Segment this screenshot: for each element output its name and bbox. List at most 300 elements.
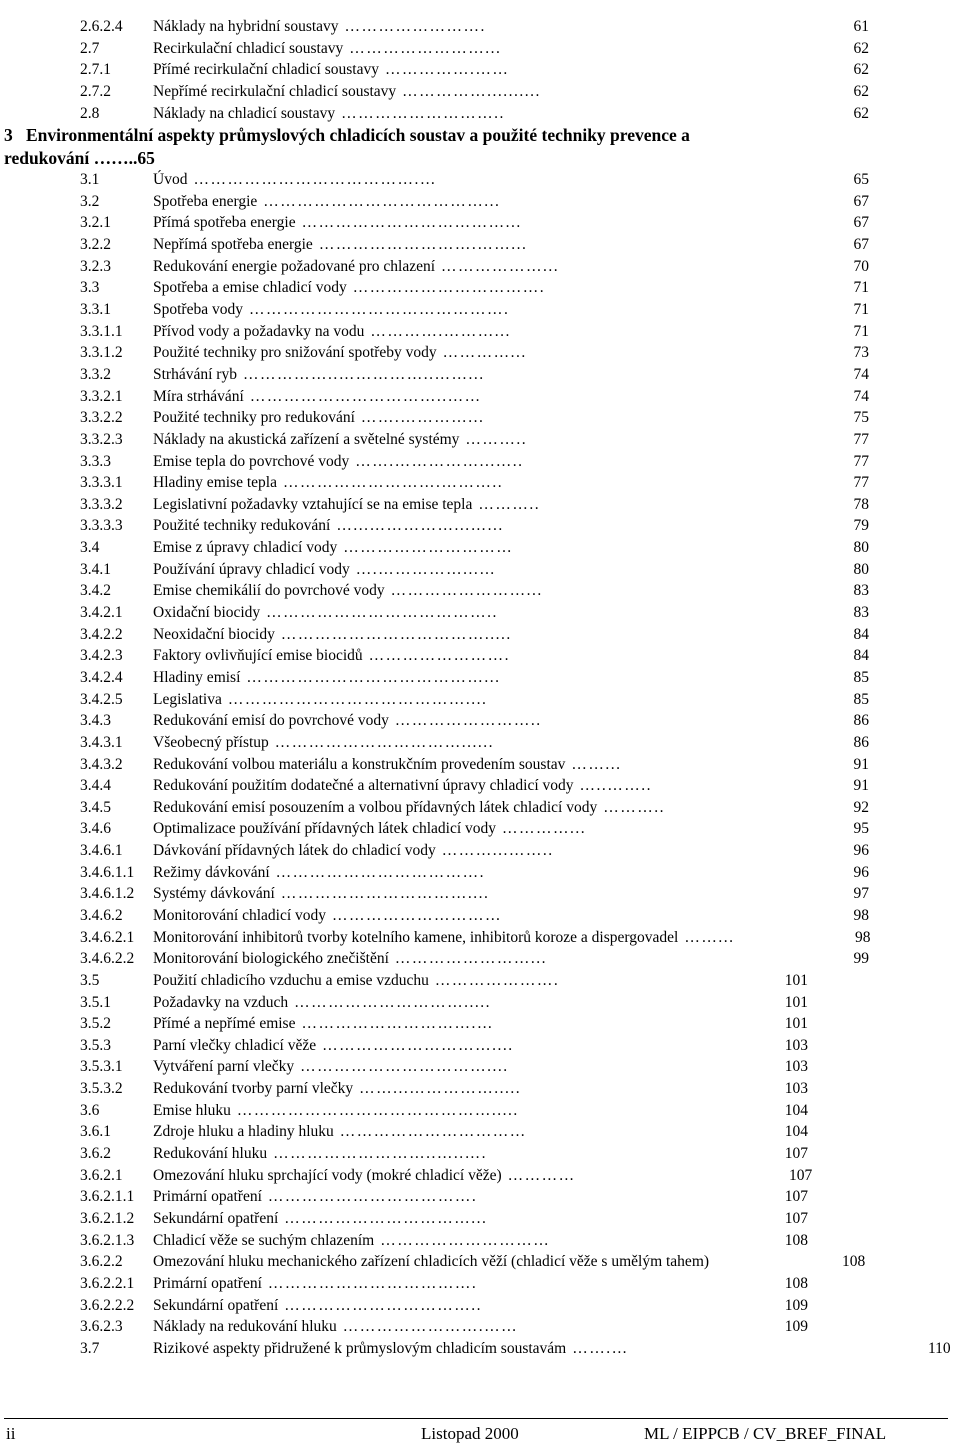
- toc-entry-leader: …………………………: [380, 1231, 551, 1249]
- footer-date: Listopad 2000: [421, 1424, 519, 1443]
- toc-entry-number: 3: [4, 125, 13, 146]
- toc-entry-page: 107: [784, 1209, 808, 1227]
- toc-entry-number: 3.4.6.1: [80, 842, 123, 860]
- toc-entry[interactable]: [0, 321, 960, 343]
- toc-entry-page: 101: [784, 993, 808, 1011]
- toc-entry-title: Chladicí věže se suchým chlazením: [153, 1231, 375, 1249]
- toc-entry[interactable]: [0, 515, 960, 537]
- toc-entry-title: Režimy dávkování: [153, 863, 270, 881]
- toc-entry-number: 3.6: [80, 1101, 100, 1119]
- toc-entry[interactable]: [0, 103, 960, 125]
- toc-entry-number: 3.4.2.2: [80, 625, 123, 643]
- toc-entry-page: 103: [784, 1058, 808, 1076]
- toc-entry[interactable]: [0, 667, 960, 689]
- toc-entry[interactable]: [0, 1100, 960, 1122]
- toc-entry-number: 2.7.2: [80, 82, 111, 100]
- toc-entry-number: 3.4.2.5: [80, 690, 123, 708]
- toc-entry[interactable]: [0, 451, 960, 473]
- toc-entry-number: 3.2: [80, 192, 100, 210]
- toc-entry-number: 3.4.6.1.2: [80, 885, 135, 903]
- toc-entry[interactable]: [0, 299, 960, 321]
- toc-entry-leader: ……………………………….: [275, 863, 486, 881]
- toc-entry-number: 3.3: [80, 279, 100, 297]
- toc-entry-title: Redukování použitím dodatečné a alternativní úpravy chladicí vody: [153, 777, 574, 795]
- toc-entry-page: 80: [853, 560, 869, 578]
- toc-entry-title: Hladiny emise tepla: [153, 474, 277, 492]
- toc-entry-title: Monitorování biologického znečištění: [153, 950, 389, 968]
- toc-entry-leader: …...……………...…...: [336, 517, 504, 535]
- toc-entry-title: Parní vlečky chladicí věže: [153, 1036, 317, 1054]
- toc-entry-number: 3.4.5: [80, 798, 111, 816]
- toc-entry-number: 3.1: [80, 171, 100, 189]
- toc-entry-page: 65: [137, 148, 155, 169]
- toc-entry-leader: ………………………..: [341, 104, 505, 122]
- toc-entry-page: 109: [784, 1318, 808, 1336]
- toc-entry[interactable]: [0, 559, 960, 581]
- toc-entry-number: 3.4.1: [80, 560, 111, 578]
- toc-entry[interactable]: [0, 818, 960, 840]
- toc-entry-page: 96: [853, 863, 869, 881]
- toc-entry-number: 3.3.1.1: [80, 322, 123, 340]
- toc-entry-title: Environmentální aspekty průmyslových chladicích soustav a použité techniky prevence a: [26, 125, 690, 146]
- toc-entry-title: Přímá spotřeba energie: [153, 214, 296, 232]
- toc-entry-title: Redukování tvorby parní vlečky: [153, 1080, 354, 1098]
- toc-entry-number: 3.6.2.1.1: [80, 1188, 135, 1206]
- toc-entry-number: 3.3.3.2: [80, 495, 123, 513]
- toc-entry-title: Legislativa: [153, 690, 222, 708]
- toc-entry-leader: ……………………………………….....: [236, 1101, 519, 1119]
- toc-entry-page: 92: [853, 798, 869, 816]
- toc-entry[interactable]: [0, 689, 960, 711]
- toc-entry-number: 3.5: [80, 971, 100, 989]
- toc-entry[interactable]: [0, 948, 960, 970]
- toc-entry-leader: ……………………………...: [284, 1209, 488, 1227]
- toc-entry[interactable]: [0, 407, 960, 429]
- toc-entry-page: 85: [853, 690, 869, 708]
- toc-entry-leader: ……………………………………....: [227, 690, 488, 708]
- toc-entry-title-continuation: [4, 147, 155, 169]
- toc-entry-number: 3.4.6: [80, 820, 111, 838]
- toc-entry-page: 77: [853, 430, 869, 448]
- toc-entry-page: 98: [853, 906, 869, 924]
- toc-entry-title: Redukování emisí posouzením a volbou přídavných látek chladicí vody: [153, 798, 598, 816]
- toc-entry-number: 3.3.1: [80, 301, 111, 319]
- toc-entry-page: 83: [853, 604, 869, 622]
- toc-entry-number: 3.4.2.1: [80, 604, 123, 622]
- toc-entry[interactable]: [0, 277, 960, 299]
- toc-entry-leader: …………………………………...: [263, 192, 501, 210]
- toc-entry-page: 62: [853, 61, 869, 79]
- toc-entry-title: Spotřeba a emise chladicí vody: [153, 279, 347, 297]
- toc-entry-title: Faktory ovlivňující emise biocidů: [153, 647, 363, 665]
- toc-entry-leader: ….……………...…: [355, 560, 497, 578]
- toc-entry-title: Použití chladicího vzduchu a emise vzduchu: [153, 971, 429, 989]
- toc-entry-page: 78: [853, 495, 869, 513]
- toc-entry-title: Neoxidační biocidy: [153, 625, 275, 643]
- toc-entry-title: Zdroje hluku a hladiny hluku: [153, 1123, 334, 1141]
- toc-entry-leader: ……………………….………..: [282, 474, 504, 492]
- toc-entry-page: 95: [853, 820, 869, 838]
- toc-entry[interactable]: [0, 191, 960, 213]
- toc-entry-title: Úvod: [153, 171, 188, 189]
- toc-entry-leader: …………………………....: [322, 1036, 514, 1054]
- toc-entry-number: 3.2.1: [80, 214, 111, 232]
- toc-entry[interactable]: [0, 1251, 960, 1273]
- toc-entry-title: Emise tepla do povrchové vody: [153, 452, 350, 470]
- toc-entry-title: Sekundární opatření: [153, 1296, 279, 1314]
- toc-entry-number: 3.6.2.2.1: [80, 1274, 135, 1292]
- toc-entry-number: 3.3.3.3: [80, 517, 123, 535]
- toc-entry-title: Emise chemikálií do povrchové vody: [153, 582, 385, 600]
- toc-entry-title: Spotřeba vody: [153, 301, 243, 319]
- page-number-roman: ii: [6, 1424, 16, 1443]
- toc-entry[interactable]: [0, 797, 960, 819]
- toc-entry-page: 67: [853, 236, 869, 254]
- toc-entry-title-continuation-text: redukování: [4, 148, 90, 169]
- footer-document-id: ML / EIPPCB / CV_BREF_FINAL: [644, 1424, 887, 1443]
- toc-entry[interactable]: [0, 1056, 960, 1078]
- toc-entry[interactable]: [0, 472, 960, 494]
- toc-entry-number: 3.6.2.2.2: [80, 1296, 135, 1314]
- toc-entry-page: 65: [853, 171, 869, 189]
- toc-entry[interactable]: [0, 970, 960, 992]
- toc-entry-title: Monitorování inhibitorů tvorby kotelního kamene, inhibitorů koroze a dispergovadel: [153, 928, 679, 946]
- toc-entry[interactable]: [0, 494, 960, 516]
- toc-entry-title: Přímé a nepřímé emise: [153, 1015, 296, 1033]
- toc-entry-leader: ………..: [465, 430, 528, 448]
- toc-entry-leader: ………………………..…..….: [273, 1145, 487, 1163]
- toc-entry[interactable]: [0, 710, 960, 732]
- footer-rule: [4, 1418, 948, 1419]
- toc-entry-page: 107: [784, 1145, 808, 1163]
- toc-entry[interactable]: [0, 234, 960, 256]
- toc-entry-page: 103: [784, 1036, 808, 1054]
- toc-entry-number: 3.4.6.2.2: [80, 950, 135, 968]
- toc-entry-page: 104: [784, 1101, 808, 1119]
- toc-entry-leader: ………………….: [434, 971, 560, 989]
- toc-entry-leader: ………………………….…: [301, 1015, 494, 1033]
- toc-entry-page: 67: [853, 192, 869, 210]
- toc-entry-number: 3.6.2.1.2: [80, 1209, 135, 1227]
- toc-entry[interactable]: [0, 905, 960, 927]
- toc-entry-page: 77: [853, 452, 869, 470]
- toc-entry-page: 107: [789, 1166, 813, 1184]
- toc-entry-number: 3.3.2.2: [80, 409, 123, 427]
- toc-entry-title: Hladiny emisí: [153, 668, 241, 686]
- toc-entry-page: 83: [853, 582, 869, 600]
- toc-entry[interactable]: [0, 81, 960, 103]
- toc-entry-number: 3.4.2.3: [80, 647, 123, 665]
- toc-entry-number: 3.4.6.2: [80, 906, 123, 924]
- toc-entry-page: 96: [853, 842, 869, 860]
- toc-entry[interactable]: [0, 927, 960, 949]
- toc-entry-page: 101: [784, 971, 808, 989]
- toc-entry-page: 77: [853, 474, 869, 492]
- toc-entry-number: 3.3.2.1: [80, 387, 123, 405]
- toc-entry-title: Redukování hluku: [153, 1145, 268, 1163]
- toc-entry-number: 3.4.2.4: [80, 668, 123, 686]
- toc-entry-page: 62: [853, 39, 869, 57]
- toc-entry-leader: ……………………………: [339, 1123, 527, 1141]
- toc-entry-page: 98: [855, 928, 871, 946]
- toc-entry-leader: ………….………...: [370, 322, 511, 340]
- toc-entry[interactable]: [0, 1338, 960, 1360]
- toc-entry-title: Emise hluku: [153, 1101, 231, 1119]
- toc-entry-number: 3.4.3: [80, 712, 111, 730]
- toc-entry-page: 70: [853, 257, 869, 275]
- toc-entry-title: Redukování energie požadované pro chlazení: [153, 257, 436, 275]
- toc-entry[interactable]: [0, 883, 960, 905]
- toc-entry[interactable]: [0, 342, 960, 364]
- toc-entry-number: 3.3.2: [80, 365, 111, 383]
- toc-entry[interactable]: [0, 256, 960, 278]
- toc-entry[interactable]: [0, 16, 960, 38]
- toc-entry-leader: ………..: [478, 495, 541, 513]
- toc-entry-number: 3.5.2: [80, 1015, 111, 1033]
- toc-entry-page: 80: [853, 539, 869, 557]
- toc-entry[interactable]: [0, 364, 960, 386]
- toc-entry-leader: …………………….: [368, 647, 511, 665]
- toc-entry-leader: ……………………...: [394, 950, 548, 968]
- toc-entry-leader: ……………………………….: [267, 1188, 478, 1206]
- toc-entry-title: Vytváření parní vlečky: [153, 1058, 295, 1076]
- toc-entry-page: 108: [784, 1231, 808, 1249]
- toc-entry-number: 3.4: [80, 539, 100, 557]
- toc-entry[interactable]: [0, 992, 960, 1014]
- toc-entry[interactable]: [0, 775, 960, 797]
- toc-entry-leader: …………………………: [332, 906, 503, 924]
- toc-entry-title: Strhávání ryb: [153, 365, 237, 383]
- toc-entry-leader: …………….……: [384, 61, 510, 79]
- toc-entry-leader: ……...…………….....: [359, 1080, 522, 1098]
- toc-entry-title: Přímé recirkulační chladicí soustavy: [153, 61, 379, 79]
- toc-entry-title: Recirkulační chladicí soustavy: [153, 39, 344, 57]
- toc-entry[interactable]: [0, 1208, 960, 1230]
- toc-entry-title: Omezování hluku mechanického zařízení chladicích věží (chladicí věže s umělým tahem): [153, 1253, 710, 1271]
- toc-entry-number: 2.6.2.4: [80, 18, 123, 35]
- toc-entry-number: 3.4.3.2: [80, 755, 123, 773]
- toc-entry-title: Použité techniky pro snižování spotřeby vody: [153, 344, 437, 362]
- toc-entry-leader: ……………………………….....: [280, 625, 512, 643]
- toc-entry-leader: ……………………………..: [284, 1296, 482, 1314]
- toc-entry-leader: …………...: [442, 344, 527, 362]
- toc-entry[interactable]: [0, 645, 960, 667]
- toc-entry-leader: ………………………………...: [301, 214, 522, 232]
- toc-entry-page: 75: [853, 409, 869, 427]
- toc-entry-title: Redukování volbou materiálu a konstrukčním provedením soustav: [153, 755, 566, 773]
- toc-entry-leader: …………………………: [343, 539, 514, 557]
- toc-entry-leader: ……………………………..……: [249, 387, 482, 405]
- toc-entry-leader: ……...: [684, 928, 735, 946]
- toc-entry-page: 109: [784, 1296, 808, 1314]
- toc-entry-leader: …..……..: [579, 777, 653, 795]
- toc-entry-page: 71: [853, 322, 869, 340]
- toc-entry-leader: ………..: [603, 798, 665, 816]
- toc-entry-leader: ……………………….……...: [318, 236, 528, 254]
- toc-entry-leader: …………………………….: [352, 279, 546, 297]
- toc-entry-number: 3.6.2.3: [80, 1318, 123, 1336]
- toc-entry-number: 2.8: [80, 104, 100, 122]
- toc-entry-page: 108: [842, 1253, 866, 1271]
- toc-entry-leader: …….…………...: [360, 409, 485, 427]
- toc-entry-page: 99: [853, 950, 869, 968]
- toc-entry[interactable]: [0, 537, 960, 559]
- toc-chapter-entry[interactable]: [0, 124, 960, 169]
- toc-entry-page: 74: [853, 365, 869, 383]
- toc-entry-title: Oxidační biocidy: [153, 604, 261, 622]
- toc-entry-number: 3.3.3: [80, 452, 111, 470]
- toc-entry-page: 86: [853, 733, 869, 751]
- toc-entry[interactable]: [0, 1230, 960, 1252]
- toc-entry-leader: ……………………………......: [274, 733, 495, 751]
- toc-entry-page: 84: [853, 625, 869, 643]
- toc-entry-leader: …………………………………..: [266, 604, 498, 622]
- toc-entry-leader: …….…: [572, 1339, 629, 1357]
- toc-entry-number: 3.5.3: [80, 1036, 111, 1054]
- toc-entry-page: 67: [853, 214, 869, 232]
- toc-entry-number: 3.3.2.3: [80, 430, 123, 448]
- toc-entry-title: Použité techniky pro redukování: [153, 409, 355, 427]
- toc-entry-title: Optimalizace používání přídavných látek chladicí vody: [153, 820, 497, 838]
- toc-entry[interactable]: [0, 754, 960, 776]
- toc-entry-leader: ………………...: [441, 257, 560, 275]
- toc-entry-title: Emise z úpravy chladicí vody: [153, 539, 338, 557]
- toc-entry-page: 108: [784, 1274, 808, 1292]
- toc-entry[interactable]: [0, 1273, 960, 1295]
- toc-entry-title: Míra strhávání: [153, 387, 244, 405]
- toc-entry-leader: ………………………….....: [294, 993, 492, 1011]
- toc-entry[interactable]: [0, 1165, 960, 1187]
- toc-entry-page: 110: [928, 1339, 951, 1357]
- toc-entry-title: Primární opatření: [153, 1188, 262, 1206]
- toc-entry-leader: ……………..……………..……...: [242, 365, 485, 383]
- toc-entry-leader: ……………………………………...: [246, 668, 501, 686]
- table-of-contents: [0, 16, 960, 1359]
- toc-entry-leader: ……………………………....: [280, 885, 490, 903]
- toc-entry-page: 62: [853, 104, 869, 122]
- toc-entry[interactable]: [0, 1186, 960, 1208]
- toc-entry[interactable]: [0, 1013, 960, 1035]
- toc-entry-leader: ……………..........: [402, 82, 541, 100]
- toc-entry-page: 74: [853, 387, 869, 405]
- toc-entry-number: 3.5.3.1: [80, 1058, 123, 1076]
- toc-entry-title: Omezování hluku sprchající vody (mokré chladicí věže): [153, 1166, 502, 1184]
- toc-entry-title: Použité techniky redukování: [153, 517, 331, 535]
- toc-entry-leader: ……………………………....: [300, 1058, 509, 1076]
- toc-entry[interactable]: [0, 1143, 960, 1165]
- toc-entry[interactable]: [0, 1035, 960, 1057]
- toc-entry-title: Používání úpravy chladicí vody: [153, 560, 350, 578]
- toc-entry-number: 3.7: [80, 1339, 100, 1357]
- toc-entry-title: Dávkování přídavných látek do chladicí vody: [153, 842, 436, 860]
- toc-entry[interactable]: [0, 732, 960, 754]
- toc-entry-leader: ……………………………………….: [248, 301, 510, 319]
- toc-entry-leader: ………...……..: [441, 842, 554, 860]
- toc-entry-title: Monitorování chladicí vody: [153, 906, 327, 924]
- toc-entry-title: Primární opatření: [153, 1274, 262, 1292]
- toc-entry-number: 3.2.2: [80, 236, 111, 254]
- toc-entry-title: Přívod vody a požadavky na vodu: [153, 322, 365, 340]
- toc-entry-number: 3.6.2.1.3: [80, 1231, 135, 1249]
- toc-entry-page: 71: [853, 279, 869, 297]
- toc-entry-page: 61: [853, 18, 869, 35]
- toc-entry-page: 84: [853, 647, 869, 665]
- toc-entry-leader: …………: [507, 1166, 576, 1184]
- toc-entry-page: 103: [784, 1080, 808, 1098]
- toc-entry-page: 104: [784, 1123, 808, 1141]
- toc-entry[interactable]: [0, 1295, 960, 1317]
- toc-entry[interactable]: [0, 1316, 960, 1338]
- toc-entry-number: 3.4.3.1: [80, 733, 123, 751]
- toc-entry-leader: …….……………...…..: [355, 452, 524, 470]
- toc-entry-number: 3.4.6.2.1: [80, 928, 135, 946]
- toc-entry[interactable]: [0, 602, 960, 624]
- toc-entry[interactable]: [0, 624, 960, 646]
- toc-entry[interactable]: [0, 862, 960, 884]
- toc-entry-number: 3.3.1.2: [80, 344, 123, 362]
- toc-entry[interactable]: [0, 1121, 960, 1143]
- toc-entry-number: 3.5.3.2: [80, 1080, 123, 1098]
- toc-entry-page: 62: [853, 82, 869, 100]
- toc-entry-leader: ……………………...: [349, 39, 502, 57]
- toc-entry[interactable]: [0, 429, 960, 451]
- toc-entry-leader: …………...: [502, 820, 587, 838]
- toc-entry[interactable]: [0, 580, 960, 602]
- toc-entry-title: Redukování emisí do povrchové vody: [153, 712, 389, 730]
- toc-entry-title: Náklady na hybridní soustavy: [153, 18, 339, 35]
- toc-entry-number: 3.6.2.1: [80, 1166, 123, 1184]
- toc-entry-number: 3.4.4: [80, 777, 111, 795]
- toc-entry-page: 86: [853, 712, 869, 730]
- toc-entry-title: Legislativní požadavky vztahující se na emise tepla: [153, 495, 473, 513]
- toc-entry-page: 91: [853, 755, 869, 773]
- toc-entry-title: Sekundární opatření: [153, 1209, 279, 1227]
- toc-entry[interactable]: [0, 169, 960, 191]
- toc-entry-page: 79: [853, 517, 869, 535]
- toc-entry-title: Všeobecný přístup: [153, 733, 269, 751]
- toc-entry-number: 3.3.3.1: [80, 474, 123, 492]
- toc-entry-leader: ……...: [571, 755, 622, 773]
- toc-entry-page: 71: [853, 301, 869, 319]
- toc-entry-number: 3.6.1: [80, 1123, 111, 1141]
- toc-entry-title: Nepřímá spotřeba energie: [153, 236, 313, 254]
- toc-entry-title: Rizikové aspekty přidružené k průmyslovým chladicím soustavám: [153, 1339, 567, 1357]
- toc-entry[interactable]: [0, 59, 960, 81]
- toc-entry-leader: ……………………..: [394, 712, 542, 730]
- toc-entry-page: 73: [853, 344, 869, 362]
- toc-entry[interactable]: [0, 38, 960, 60]
- toc-entry-number: 3.4.6.1.1: [80, 863, 135, 881]
- toc-entry-number: 3.5.1: [80, 993, 111, 1011]
- toc-entry[interactable]: [0, 1078, 960, 1100]
- toc-entry[interactable]: [0, 212, 960, 234]
- toc-entry-title: Náklady na chladicí soustavy: [153, 104, 336, 122]
- toc-entry-page: 107: [784, 1188, 808, 1206]
- toc-entry-page: 85: [853, 668, 869, 686]
- toc-entry-leader: ……..: [93, 148, 138, 169]
- toc-entry[interactable]: [0, 386, 960, 408]
- toc-entry-page: 97: [853, 885, 869, 903]
- toc-entry-title: Systémy dávkování: [153, 885, 275, 903]
- toc-entry-page: 101: [784, 1015, 808, 1033]
- toc-entry-title: Požadavky na vzduch: [153, 993, 289, 1011]
- toc-entry-title: Nepřímé recirkulační chladicí soustavy: [153, 82, 397, 100]
- toc-entry-title: Náklady na redukování hluku: [153, 1318, 337, 1336]
- toc-entry-page: 91: [853, 777, 869, 795]
- toc-entry[interactable]: [0, 840, 960, 862]
- toc-entry-number: 3.6.2: [80, 1145, 111, 1163]
- toc-entry-leader: ……………………………….: [267, 1274, 478, 1292]
